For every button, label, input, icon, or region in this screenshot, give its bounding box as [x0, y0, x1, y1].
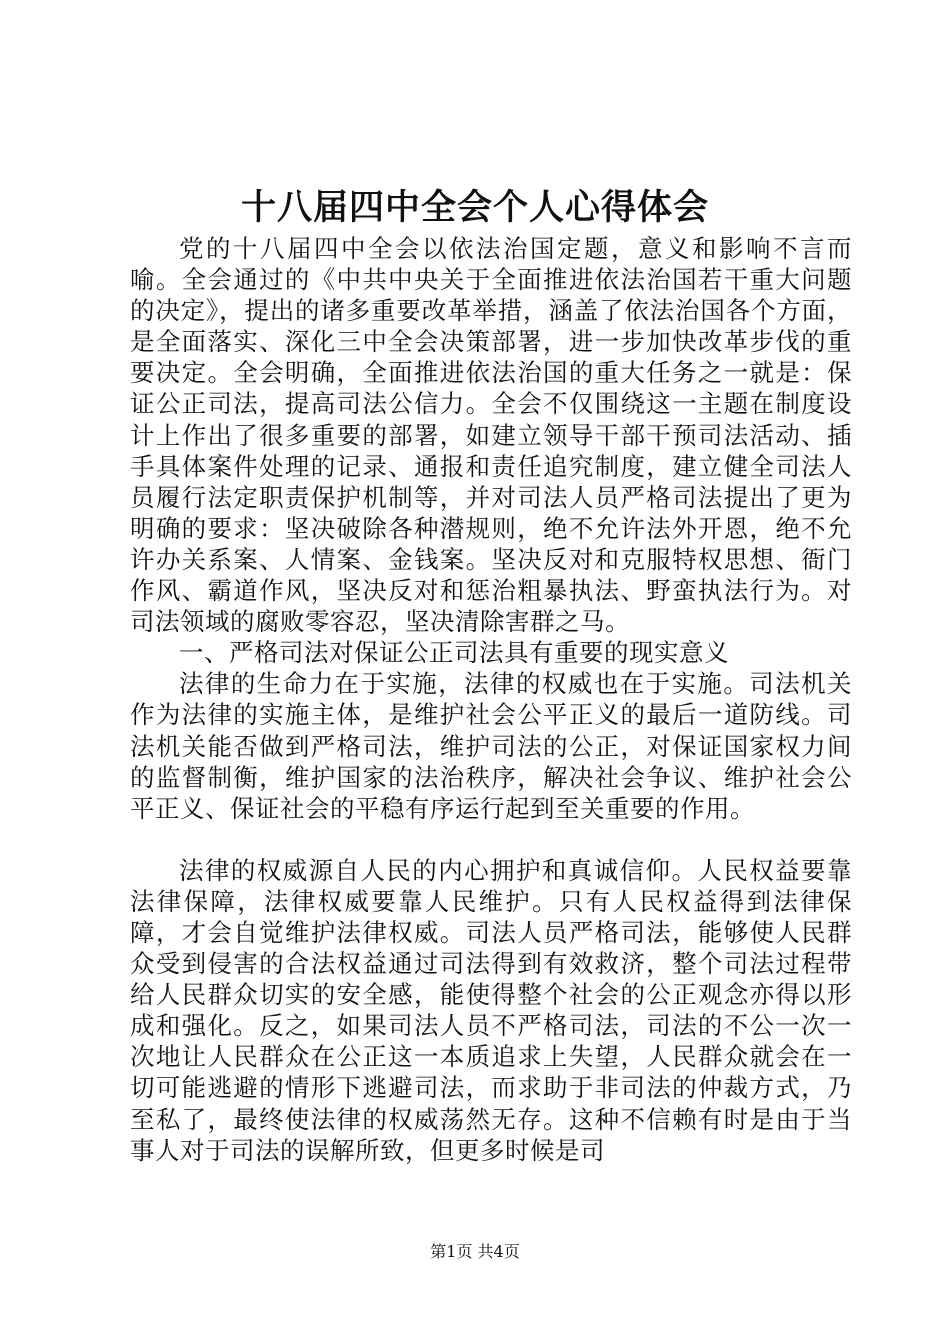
document-title: 十八届四中全会个人心得体会 [240, 187, 709, 228]
section-heading-1: 一、严格司法对保证公正司法具有重要的现实意义 [179, 638, 729, 668]
paragraph-law-vitality: 法律的生命力在于实施，法律的权威也在于实施。司法机关作为法律的实施主体，是维护社会公平正义的最后一道防线。司法机关能否做到严格司法，维护司法的公正，对保证国家权力间的监督制衡，维护国家的法治秩序，解决社会争议、维护社会公平正义、保证社会的平稳有序运行起到至关重要的作用。 [130, 669, 852, 823]
paragraph-intro: 党的十八届四中全会以依法治国定题，意义和影响不言而喻。全会通过的《中共中央关于全面推进依法治国若干重大问题的决定》，提出的诸多重要改革举措，涵盖了依法治国各个方面，是全面落实、深化三中全会决策部署，进一步加快改革步伐的重要决定。全会明确，全面推进依法治国的重大任务之一就是：保证公正司法，提高司法公信力。全会不仅围绕这一主题在制度设计上作出了很多重要的部署，如建立领导干部干预司法活动、插手具体案件处理的记录、通报和责任追究制度，建立健全司法人员履行法定职责保护机制等，并对司法人员严格司法提出了更为明确的要求：坚决破除各种潜规则，绝不允许法外开恩，绝不允许办关系案、人情案、金钱案。坚决反对和克服特权思想、衙门作风、霸道作风，坚决反对和惩治粗暴执法、野蛮执法行为。对司法领域的腐败零容忍，坚决清除害群之马。 [130, 234, 852, 637]
page-footer: 第1页 共4页 [430, 1242, 520, 1261]
document-body [130, 233, 852, 1166]
paragraph-law-authority: 法律的权威源自人民的内心拥护和真诚信仰。人民权益要靠法律保障，法律权威要靠人民维护。只有人民权益得到法律保障，才会自觉维护法律权威。司法人员严格司法，能够使人民群众受到侵害的合法权益通过司法得到有效救济，整个司法过程带给人民群众切实的安全感，能使得整个社会的公正观念亦得以形成和强化。反之，如果司法人员不严格司法，司法的不公一次一次地让人民群众在公正这一本质追求上失望，人民群众就会在一切可能逃避的情形下逃避司法，而求助于非司法的仲裁方式，乃至私了，最终使法律的权威荡然无存。这种不信赖有时是由于当事人对于司法的误解所致，但更多时候是司 [130, 855, 852, 1165]
